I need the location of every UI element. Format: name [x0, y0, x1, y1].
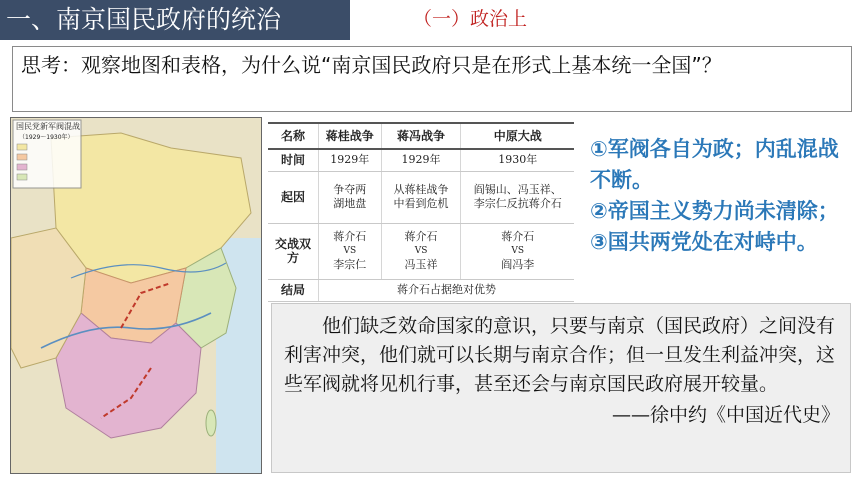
combatant: 蒋介石	[404, 230, 438, 243]
versus: VS	[414, 246, 428, 256]
row-label: 起因	[268, 171, 319, 223]
conclusion-item: ②帝国主义势力尚未清除；	[590, 199, 839, 223]
section-subtitle: （一）政治上	[413, 8, 528, 30]
table-header: 蒋冯战争	[381, 123, 461, 149]
warlord-map	[10, 117, 262, 474]
table-cell: 从蒋桂战争中看到危机	[381, 171, 461, 223]
map-title: 国民党新军阀混战	[16, 122, 80, 131]
quote-box	[271, 303, 851, 473]
combatant: 蒋介石	[333, 230, 367, 243]
wars-table	[268, 122, 574, 302]
combatant: 李宗仁	[333, 258, 367, 271]
table-cell	[461, 223, 574, 279]
versus: VS	[343, 246, 357, 256]
table-cell: 1930年	[461, 149, 574, 171]
map-years: （1929～1930年）	[19, 134, 74, 141]
combatant: 蒋介石	[501, 230, 535, 243]
versus: VS	[511, 246, 525, 256]
conclusion-list	[590, 134, 850, 258]
table-cell: 1929年	[381, 149, 461, 171]
map-island	[206, 410, 216, 436]
conclusion-item: ①军阀各自为政；内乱混战不断。	[590, 137, 839, 192]
section-title: 一、南京国民政府的统治	[0, 0, 350, 40]
combatant: 冯玉祥	[404, 258, 438, 271]
table-header: 中原大战	[461, 123, 574, 149]
row-label: 交战双方	[268, 223, 319, 279]
question-box: 思考：观察地图和表格，为什么说“南京国民政府只是在形式上基本统一全国”？	[12, 46, 852, 112]
table-cell: 蒋介石占据绝对优势	[319, 279, 575, 301]
table-cell	[381, 223, 461, 279]
quote-source: ——徐中约《中国近代史》	[611, 404, 840, 426]
table-header: 名称	[268, 123, 319, 149]
row-label: 结局	[268, 279, 319, 301]
table-cell: 1929年	[319, 149, 382, 171]
row-label: 时间	[268, 149, 319, 171]
table-header: 蒋桂战争	[319, 123, 382, 149]
table-cell: 争夺两湖地盘	[319, 171, 382, 223]
table-cell: 阎锡山、冯玉祥、李宗仁反抗蒋介石	[461, 171, 574, 223]
quote-text: 他们缺乏效命国家的意识，只要与南京（国民政府）之间没有利害冲突，他们就可以长期与南京合作；但一旦发生利益冲突，这些军阀就将见机行事，甚至还会与南京国民政府展开较量。	[284, 315, 836, 395]
table-cell	[319, 223, 382, 279]
combatant: 阎冯李	[501, 258, 535, 271]
conclusion-item: ③国共两党处在对峙中。	[590, 230, 818, 254]
